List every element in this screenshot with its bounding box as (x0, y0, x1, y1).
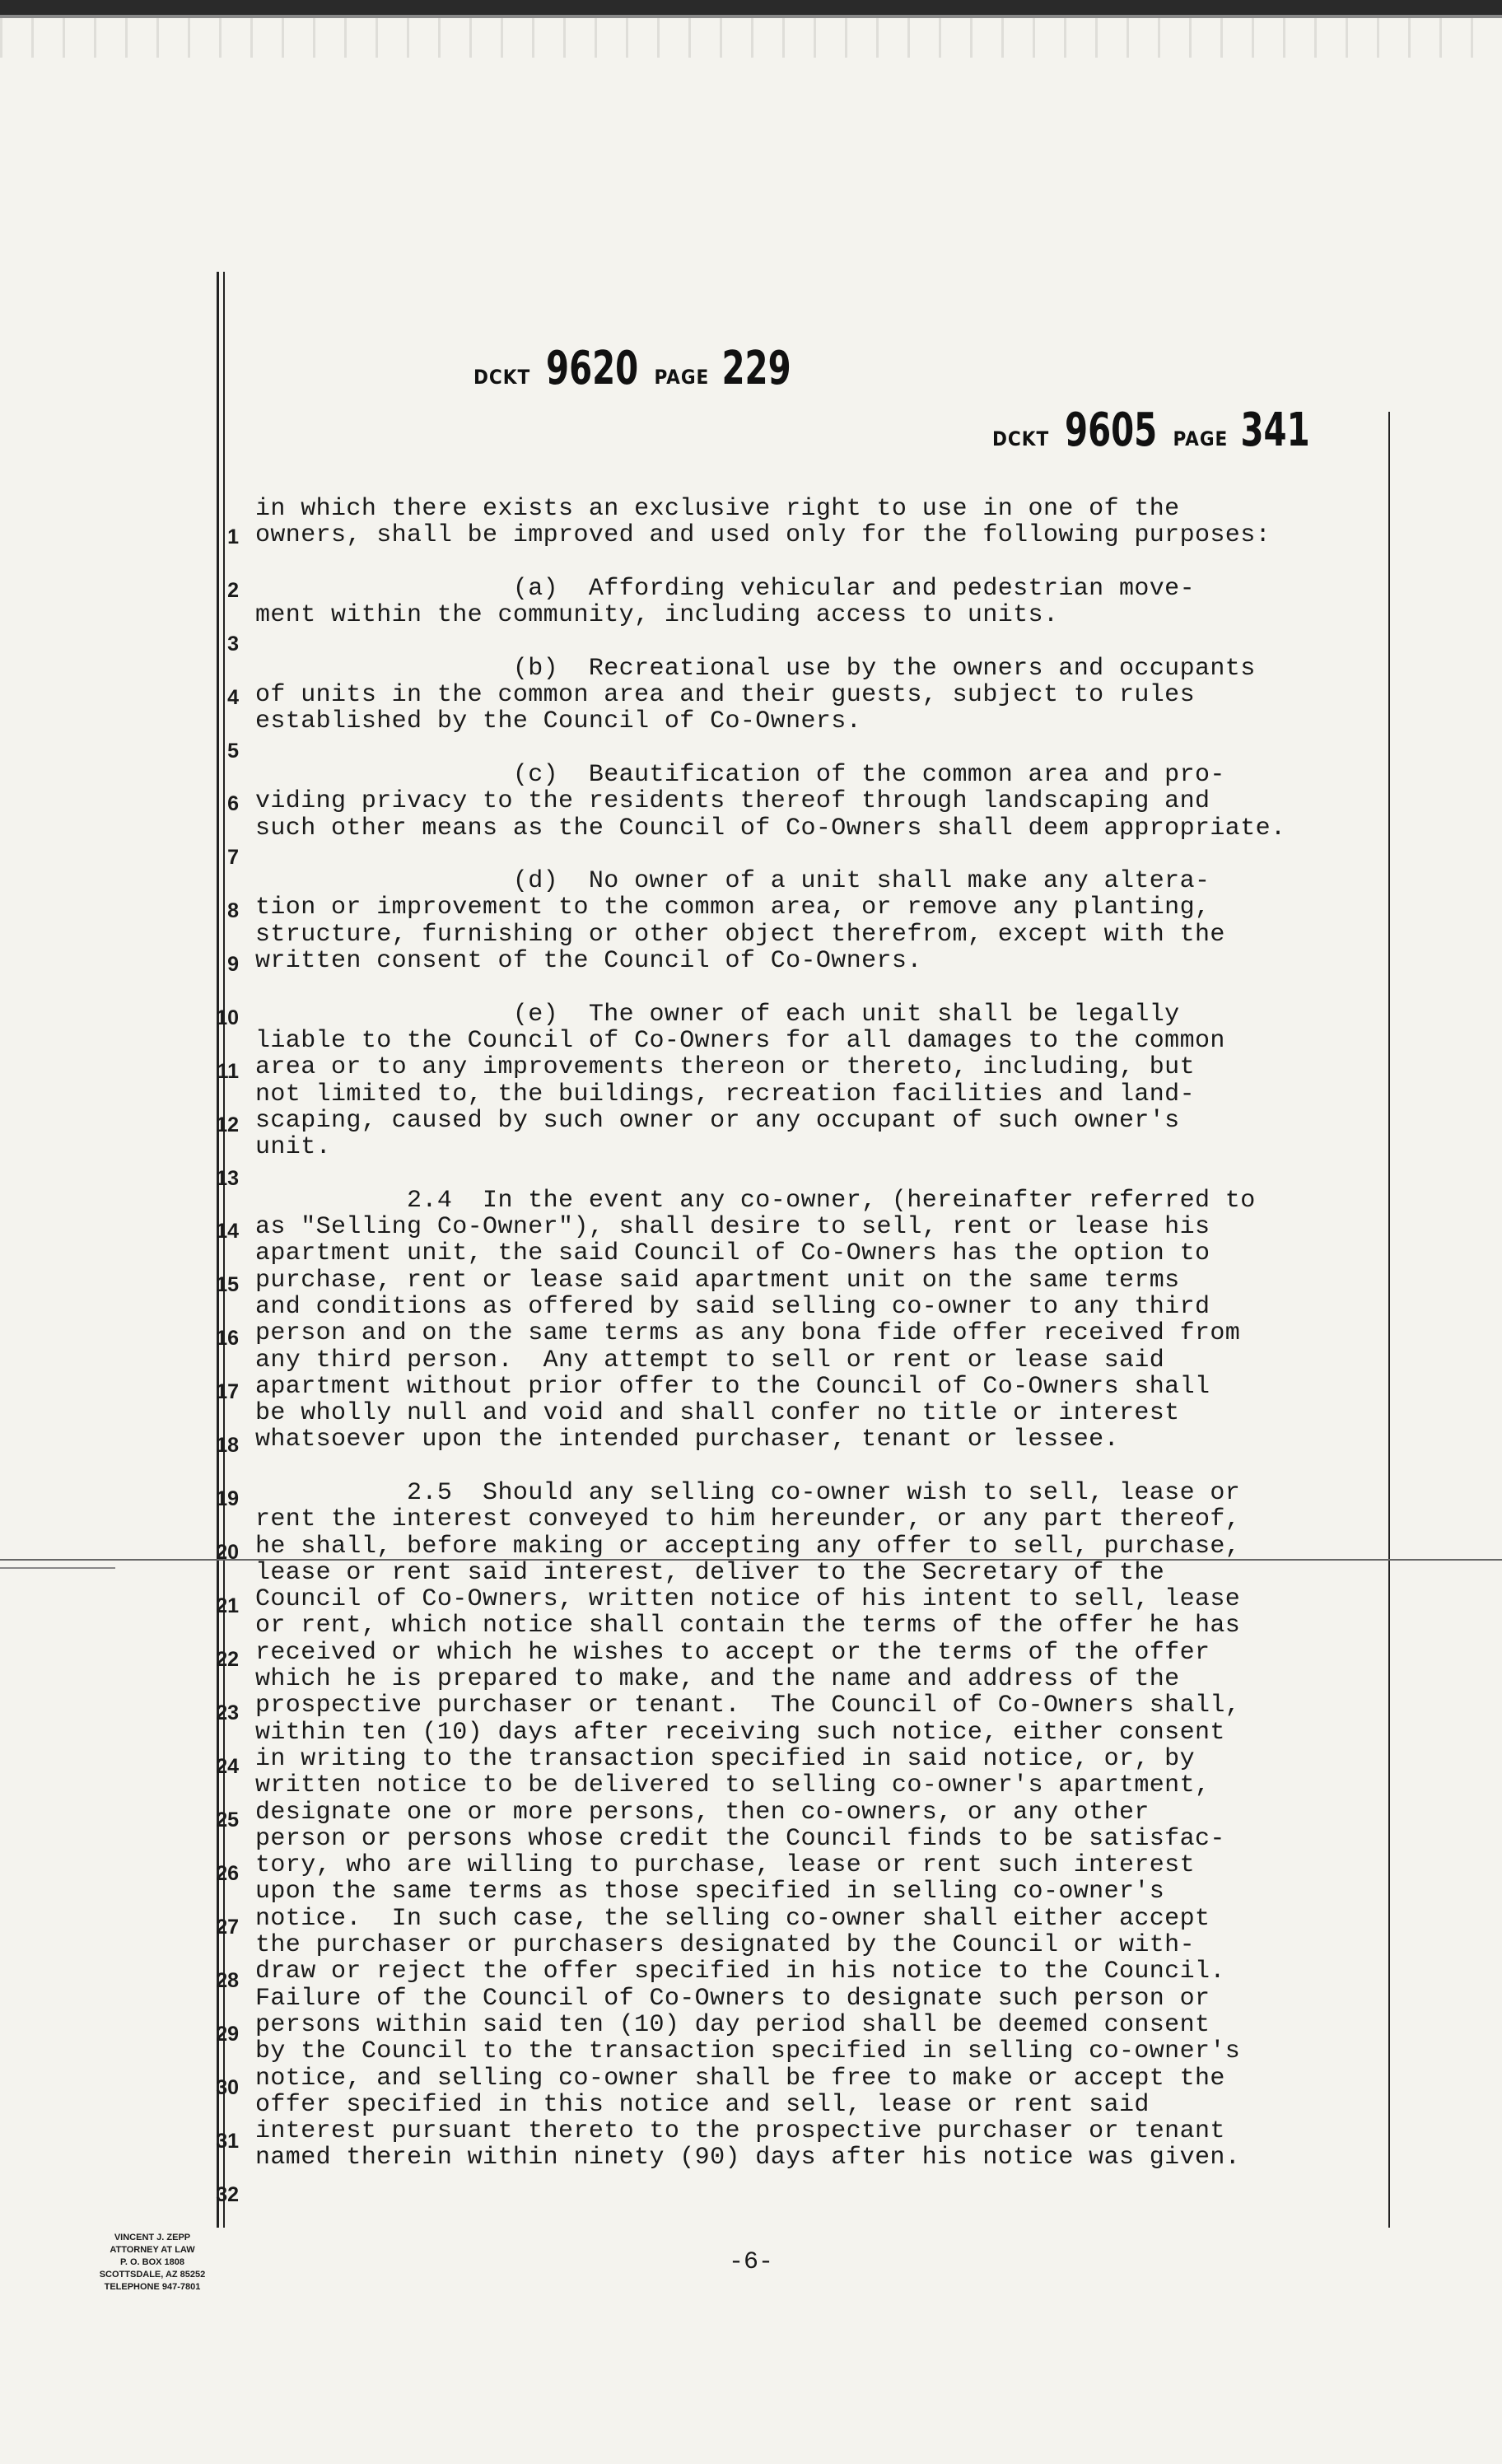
line-number: 19 (216, 1487, 239, 1510)
line-number: 2 (227, 579, 239, 602)
body-line: received or which he wishes to accept or the terms of the offer (255, 1638, 1210, 1667)
stamp-page-label: PAGE (1173, 427, 1229, 450)
stamp-docket-number: 9620 (546, 342, 639, 395)
body-line: (b) Recreational use by the owners and occupants (255, 654, 1256, 683)
line-number: 22 (216, 1648, 239, 1671)
stamp-page-number: 229 (721, 342, 791, 395)
body-line: notice. In such case, the selling co-owner shall either accept (255, 1904, 1210, 1933)
body-line: persons within said ten (10) day period shall be deemed consent (255, 2010, 1210, 2039)
line-number: 7 (227, 846, 239, 869)
line-number: 8 (227, 899, 239, 922)
body-line: of units in the common area and their guests, subject to rules (255, 681, 1195, 710)
line-number: 31 (216, 2130, 239, 2153)
body-line: by the Council to the transaction specified in selling co-owner's (255, 2037, 1241, 2066)
body-line (255, 842, 1383, 868)
body-line: lease or rent said interest, deliver to the Secretary of the (255, 1558, 1165, 1587)
body-line (255, 735, 1383, 762)
stamp-docket-number: 9605 (1065, 404, 1158, 457)
body-line: viding privacy to the residents thereof through landscaping and (255, 787, 1210, 816)
body-line: draw or reject the offer specified in his notice to the Council. (255, 1958, 1225, 1986)
attorney-line: SCOTTSDALE, AZ 85252 (99, 2270, 206, 2280)
body-line: any third person. Any attempt to sell or rent or lease said (255, 1346, 1165, 1374)
stamp-page-number: 341 (1240, 404, 1310, 457)
body-line: owners, shall be improved and used only for the following purposes: (255, 521, 1271, 550)
body-line: which he is prepared to make, and the name and address of the (255, 1665, 1180, 1694)
body-line: within ten (10) days after receiving such notice, either consent (255, 1718, 1225, 1747)
body-line: written consent of the Council of Co-Owners. (255, 947, 922, 976)
body-line: notice, and selling co-owner shall be free to make or accept the (255, 2064, 1225, 2093)
stamp-label: DCKT (992, 427, 1050, 450)
body-line: tory, who are willing to purchase, lease or rent such interest (255, 1851, 1195, 1880)
body-line: established by the Council of Co-Owners. (255, 707, 862, 736)
line-number: 1 (227, 525, 239, 548)
line-number: 9 (227, 953, 239, 976)
docket-stamp-1 (473, 342, 800, 395)
document-body (255, 496, 1383, 2172)
line-number: 18 (216, 1434, 239, 1457)
line-number: 5 (227, 740, 239, 763)
body-line: 2.5 Should any selling co-owner wish to sell, lease or (255, 1478, 1241, 1507)
body-line: be wholly null and void and shall confer no title or interest (255, 1399, 1180, 1428)
body-line: upon the same terms as those specified in selling co-owner's (255, 1878, 1165, 1906)
body-line: area or to any improvements thereon or thereto, including, but (255, 1053, 1195, 1082)
body-line: rent the interest conveyed to him hereunder, or any part thereof, (255, 1505, 1241, 1534)
page-number: -6- (728, 2248, 773, 2276)
line-number: 16 (216, 1327, 239, 1350)
body-line: prospective purchaser or tenant. The Council of Co-Owners shall, (255, 1692, 1241, 1720)
body-line: (d) No owner of a unit shall make any altera- (255, 867, 1210, 896)
body-line: Council of Co-Owners, written notice of his intent to sell, lease (255, 1585, 1241, 1614)
line-number: 11 (217, 1060, 239, 1083)
body-line: person or persons whose credit the Council finds to be satisfac- (255, 1824, 1225, 1853)
body-line (255, 549, 1383, 576)
line-number: 24 (216, 1755, 239, 1778)
line-number: 30 (216, 2076, 239, 2099)
line-number: 4 (227, 686, 239, 709)
body-line: liable to the Council of Co-Owners for all damages to the common (255, 1026, 1225, 1055)
margin-rule-right (1388, 412, 1390, 2228)
body-line: not limited to, the buildings, recreation facilities and land- (255, 1080, 1195, 1108)
stamp-page-label: PAGE (654, 366, 710, 389)
line-number: 12 (216, 1113, 239, 1136)
body-line (255, 628, 1383, 655)
line-number: 23 (216, 1701, 239, 1724)
body-line: and conditions as offered by said selling co-owner to any third (255, 1292, 1210, 1321)
body-line: or rent, which notice shall contain the terms of the offer he has (255, 1612, 1241, 1640)
line-number: 20 (216, 1541, 239, 1564)
attorney-line: VINCENT J. ZEPP (114, 2233, 191, 2242)
body-line: apartment without prior offer to the Council of Co-Owners shall (255, 1372, 1210, 1401)
body-line: (c) Beautification of the common area and pro- (255, 760, 1225, 789)
body-line: purchase, rent or lease said apartment unit on the same terms (255, 1266, 1180, 1295)
line-number: 21 (216, 1594, 239, 1617)
body-line: (a) Affording vehicular and pedestrian move- (255, 574, 1195, 603)
stamp-label: DCKT (473, 366, 531, 389)
body-line: the purchaser or purchasers designated by the Council or with- (255, 1931, 1195, 1960)
body-line: in writing to the transaction specified in said notice, or, by (255, 1744, 1195, 1773)
body-line: as "Selling Co-Owner"), shall desire to sell, rent or lease his (255, 1213, 1210, 1242)
docket-stamp-2 (992, 404, 1319, 457)
scan-noise (0, 0, 1502, 58)
line-number: 6 (227, 792, 239, 815)
line-number: 14 (216, 1220, 239, 1243)
body-line: named therein within ninety (90) days after his notice was given. (255, 2144, 1241, 2172)
body-line: 2.4 In the event any co-owner, (hereinafter referred to (255, 1186, 1256, 1215)
line-number: 29 (216, 2023, 239, 2046)
body-line: offer specified in this notice and sell, lease or rent said (255, 2090, 1150, 2119)
attorney-stamp (66, 2232, 239, 2294)
body-line: apartment unit, the said Council of Co-Owners has the option to (255, 1239, 1210, 1268)
body-line: scaping, caused by such owner or any occupant of such owner's (255, 1106, 1180, 1135)
body-line: (e) The owner of each unit shall be legally (255, 1000, 1180, 1029)
line-number: 25 (216, 1808, 239, 1832)
body-line: person and on the same terms as any bona fide offer received from (255, 1319, 1241, 1348)
body-line (255, 974, 1383, 1001)
line-number: 32 (216, 2183, 239, 2206)
body-line: he shall, before making or accepting any offer to sell, purchase, (255, 1532, 1241, 1561)
line-number: 10 (216, 1006, 239, 1029)
body-line: unit. (255, 1133, 332, 1162)
line-number: 17 (216, 1380, 239, 1403)
body-line: such other means as the Council of Co-Owners shall deem appropriate. (255, 814, 1286, 842)
line-number: 28 (216, 1969, 239, 1992)
body-line: tion or improvement to the common area, or remove any planting, (255, 894, 1210, 922)
body-line: designate one or more persons, then co-owners, or any other (255, 1798, 1150, 1827)
line-number: 27 (216, 1916, 239, 1939)
body-line: structure, furnishing or other object therefrom, except with the (255, 920, 1225, 949)
body-line: written notice to be delivered to selling co-owner's apartment, (255, 1771, 1210, 1800)
body-line (255, 1454, 1383, 1480)
line-number: 13 (216, 1167, 239, 1190)
body-line: in which there exists an exclusive right to use in one of the (255, 495, 1180, 523)
body-line: interest pursuant thereto to the prospective purchaser or tenant (255, 2117, 1225, 2146)
body-line: ment within the community, including access to units. (255, 601, 1059, 630)
scan-line (0, 1567, 115, 1569)
attorney-line: ATTORNEY AT LAW (110, 2245, 195, 2255)
attorney-line: TELEPHONE 947-7801 (104, 2282, 201, 2292)
line-number: 26 (216, 1862, 239, 1885)
line-number: 3 (227, 632, 239, 656)
body-line (255, 1160, 1383, 1187)
body-line: whatsoever upon the intended purchaser, tenant or lessee. (255, 1426, 1119, 1454)
line-number: 15 (216, 1273, 239, 1296)
attorney-line: P. O. BOX 1808 (119, 2257, 185, 2267)
body-line: Failure of the Council of Co-Owners to designate such person or (255, 1984, 1210, 2013)
